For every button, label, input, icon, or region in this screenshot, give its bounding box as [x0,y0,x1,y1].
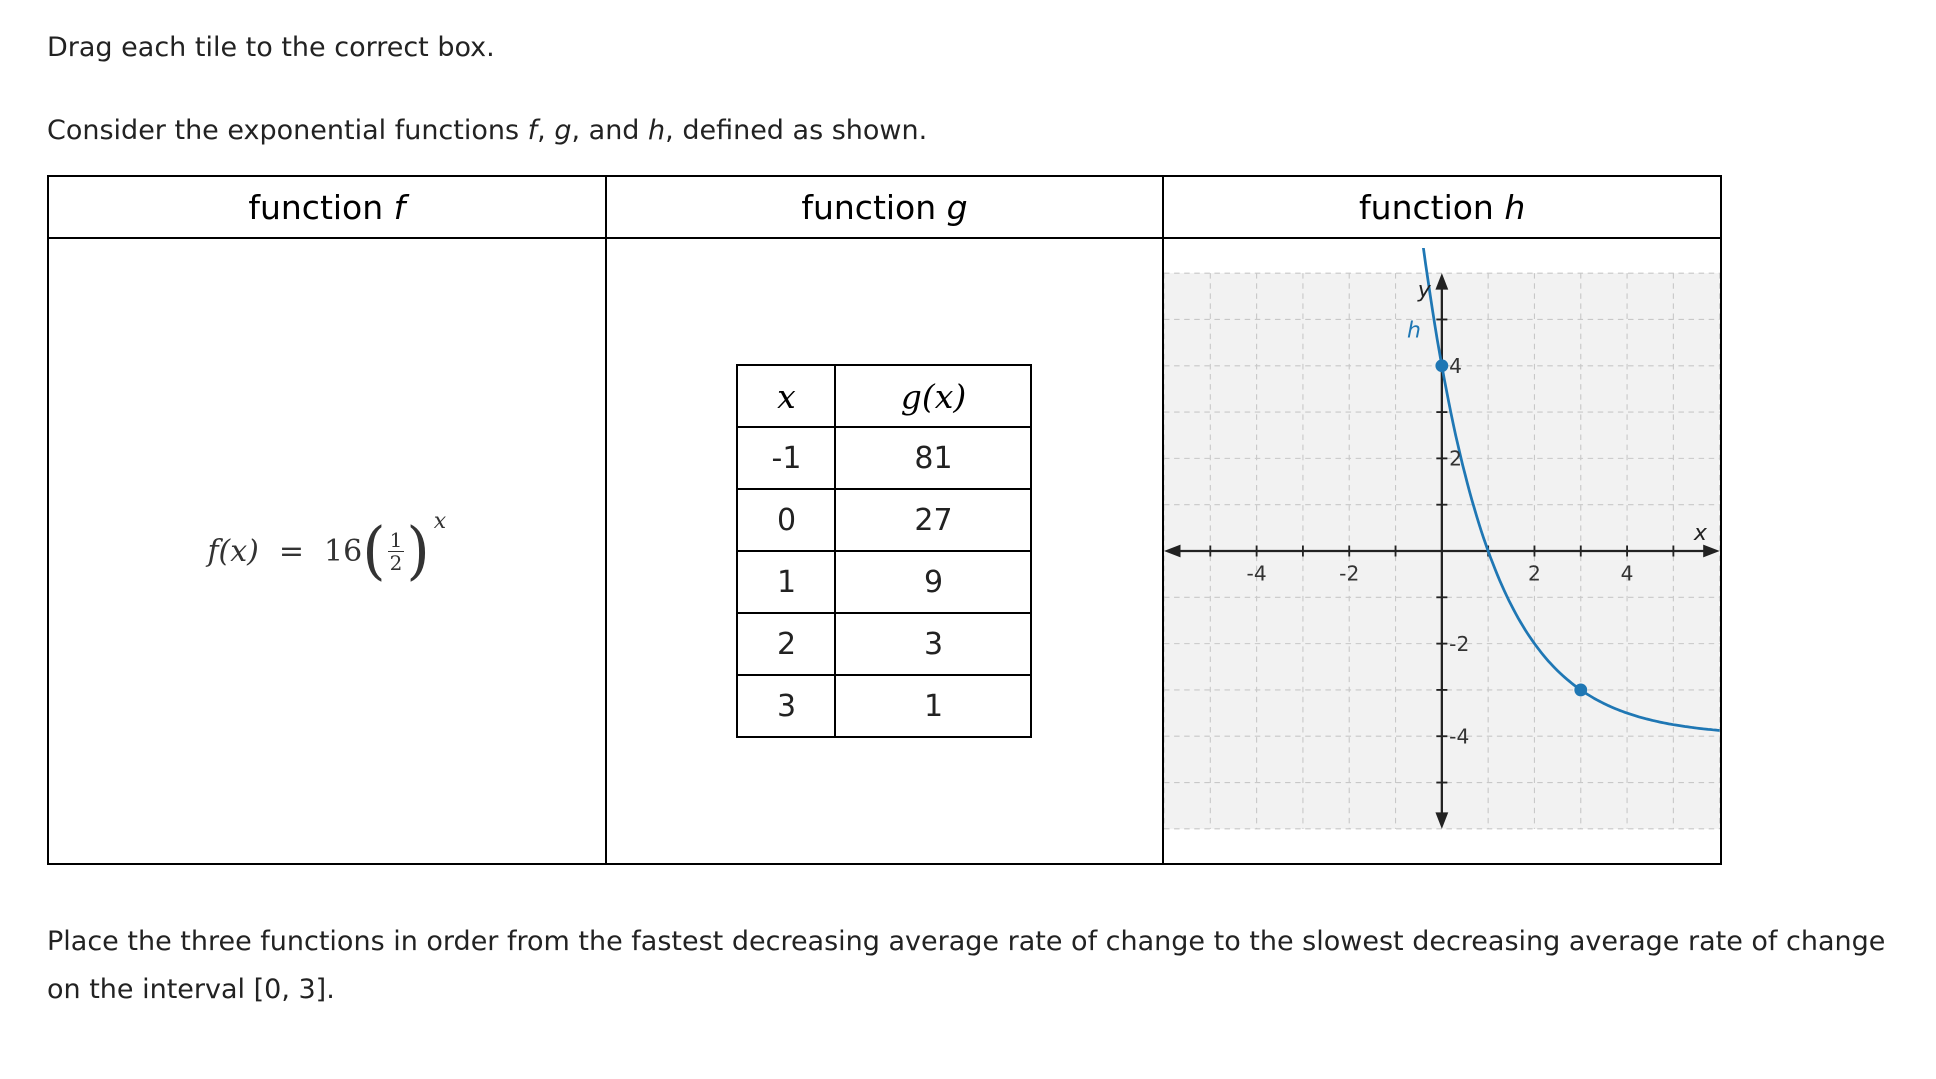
curve-point [1575,684,1588,697]
x-tick-label: -2 [1339,561,1360,586]
g-x-value: 3 [737,675,835,737]
formula-right-paren: ) [406,514,430,588]
table-row [737,489,1031,551]
function-h-cell [1163,238,1721,864]
g-table-header-x: x [737,365,835,427]
y-tick-label: -4 [1449,724,1470,749]
g-gx-value: 27 [835,489,1031,551]
g-x-value: 1 [737,551,835,613]
x-tick-label: 4 [1620,561,1634,586]
formula-equals: = [278,533,305,569]
g-gx-value: 9 [835,551,1031,613]
column-header-g: function g [606,176,1164,238]
g-table-header-gx: g(x) [835,365,1031,427]
formula-lhs: f(x) [207,533,259,569]
question-text: Place the three functions in order from the fastest decreasing average rate of change to the slowest decreasing average rate of change on the interval [0, 3]. [47,926,1886,1005]
y-tick-label: -2 [1449,631,1470,656]
column-header-f: function f [48,176,606,238]
curve-point [1436,359,1449,372]
y-axis-label: y [1418,277,1432,303]
function-h-graph [1164,248,1720,854]
table-row [737,427,1031,489]
g-gx-value: 81 [835,427,1031,489]
x-tick-label: 2 [1528,561,1542,586]
y-tick-label: 4 [1449,354,1463,379]
intro-text: Consider the exponential functions f, g, and h, defined as shown. [47,115,928,146]
table-row [737,675,1031,737]
formula-denominator: 2 [389,550,403,575]
column-header-h: function h [1163,176,1721,238]
function-f-formula [207,509,447,588]
g-x-value: 0 [737,489,835,551]
formula-numerator: 1 [389,527,403,552]
x-tick-label: -4 [1246,561,1267,586]
function-h-graph-wrap [1164,239,1720,863]
function-f-cell [48,238,606,864]
instruction-text: Drag each tile to the correct box. [47,32,495,63]
g-x-value: 2 [737,613,835,675]
y-tick-label: 2 [1449,446,1463,471]
formula-coefficient: 16 [324,533,363,569]
formula-fraction [388,529,405,574]
table-row [737,551,1031,613]
g-x-value: -1 [737,427,835,489]
g-gx-value: 1 [835,675,1031,737]
g-gx-value: 3 [835,613,1031,675]
formula-left-paren: ( [362,514,386,588]
x-axis-label: x [1694,520,1708,546]
curve-label-h: h [1407,318,1422,344]
table-row [737,613,1031,675]
formula-exponent: x [433,509,447,534]
function-g-table [736,364,1032,738]
function-g-cell [606,238,1164,864]
functions-table [47,175,1722,865]
